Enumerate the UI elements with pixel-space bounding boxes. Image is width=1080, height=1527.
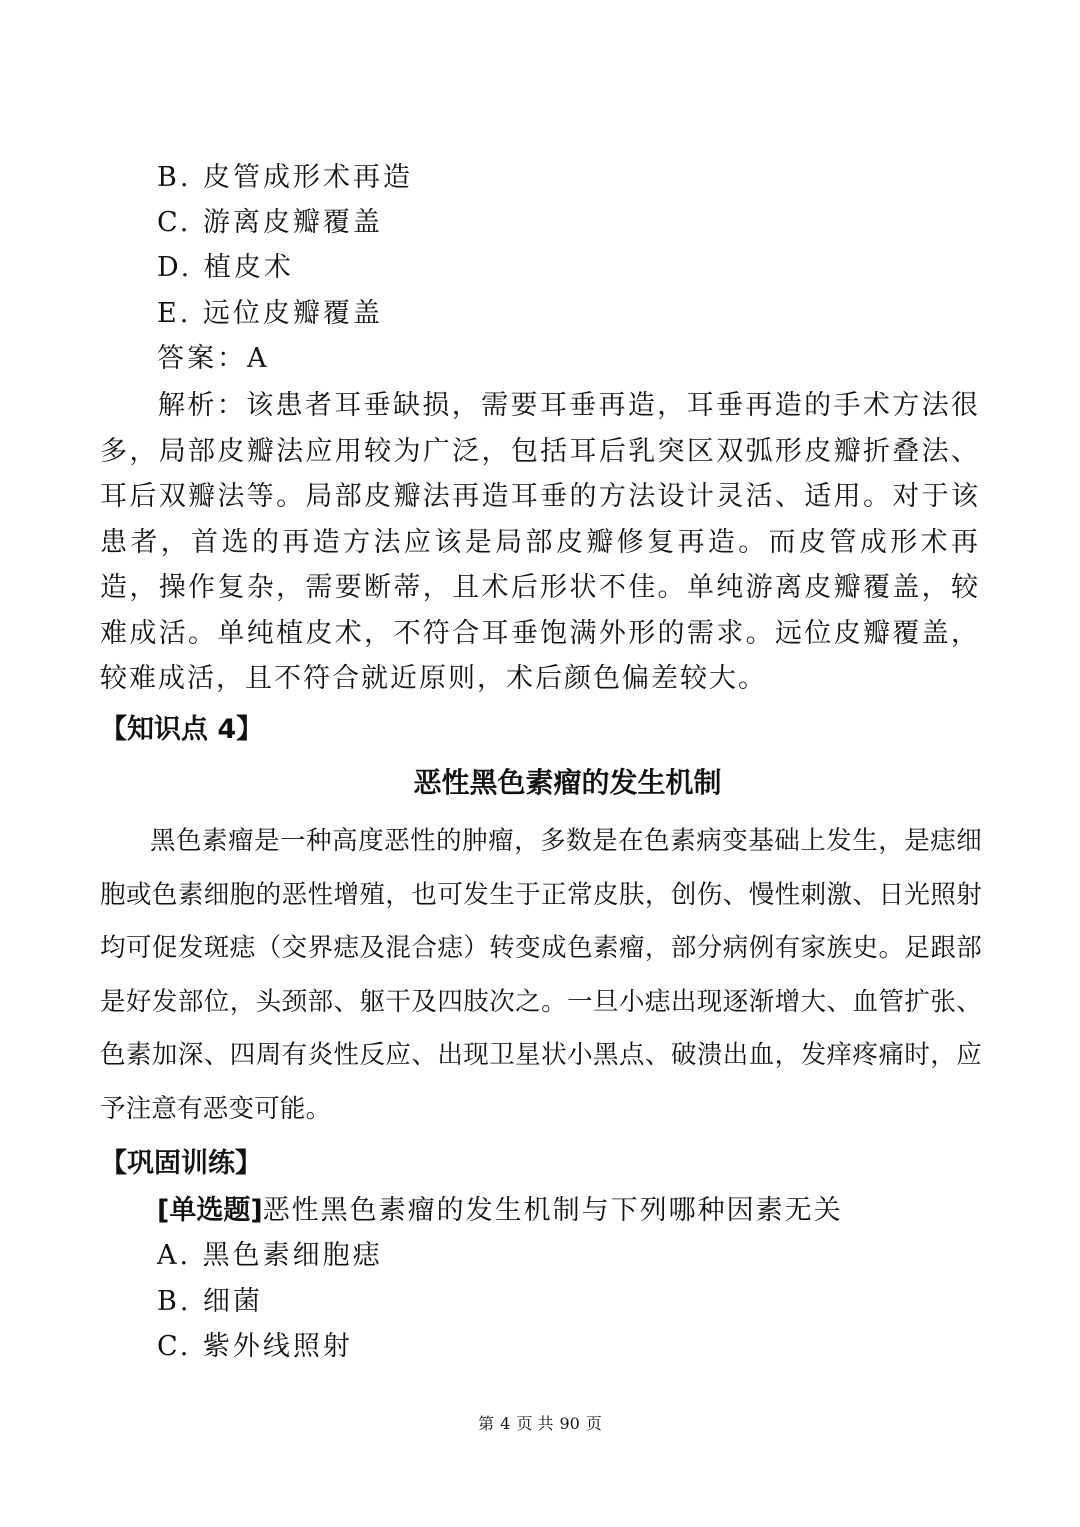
option-c: C. 游离皮瓣覆盖 — [157, 207, 383, 238]
option-b: B. 皮管成形术再造 — [157, 162, 414, 193]
practice-heading: 【巩固训练】 — [100, 1148, 262, 1179]
practice-option-a: A. 黑色素细胞痣 — [157, 1240, 383, 1271]
footer-total-pages: 90 — [559, 1414, 580, 1433]
knowledge-body-paragraph: 黑色素瘤是一种高度恶性的肿瘤，多数是在色素病变基础上发生，是痣细胞或色素细胞的恶性增殖，也可发生于正常皮肤，创伤、慢性刺激、日光照射均可促发斑痣（交界痣及混合痣）转变成色素瘤，部分病例有家族史。足跟部是好发部位，头颈部、躯干及四肢次之。一旦小痣出现逐渐增大、血管扩张、色素加深、四周有炎性反应、出现卫星状小黑点、破溃出血，发痒疼痛时，应予注意有恶变可能。 — [100, 826, 982, 1124]
footer-suffix: 页 — [585, 1414, 602, 1433]
footer-prefix: 第 — [478, 1414, 495, 1433]
question-type-tag: [单选题] — [157, 1195, 263, 1226]
option-e: E. 远位皮瓣覆盖 — [157, 298, 383, 329]
question-text: 恶性黑色素瘤的发生机制与下列哪种因素无关 — [262, 1195, 843, 1226]
footer-page-number: 4 — [500, 1414, 511, 1433]
page-footer — [0, 1412, 1080, 1436]
section-title: 恶性黑色素瘤的发生机制 — [413, 766, 722, 799]
practice-option-c: C. 紫外线照射 — [157, 1331, 353, 1362]
footer-middle: 页 共 — [516, 1414, 554, 1433]
analysis-paragraph: 解析：该患者耳垂缺损，需要耳垂再造，耳垂再造的手术方法很多，局部皮瓣法应用较为广泛，包括耳后乳突区双弧形皮瓣折叠法、耳后双瓣法等。局部皮瓣法再造耳垂的方法设计灵活、适用。对于该患者，首选的再造方法应该是局部皮瓣修复再造。而皮管成形术再造，操作复杂，需要断蒂，且术后形状不佳。单纯游离皮瓣覆盖，较难成活。单纯植皮术，不符合耳垂饱满外形的需求。远位皮瓣覆盖，较难成活，且不符合就近原则，术后颜色偏差较大。 — [100, 390, 980, 694]
answer-line: 答案：A — [157, 343, 270, 374]
practice-question — [157, 1190, 843, 1232]
option-d: D. 植皮术 — [157, 252, 294, 283]
practice-option-b: B. 细菌 — [157, 1286, 264, 1317]
knowledge-point-heading: 【知识点 4】 — [100, 714, 264, 745]
